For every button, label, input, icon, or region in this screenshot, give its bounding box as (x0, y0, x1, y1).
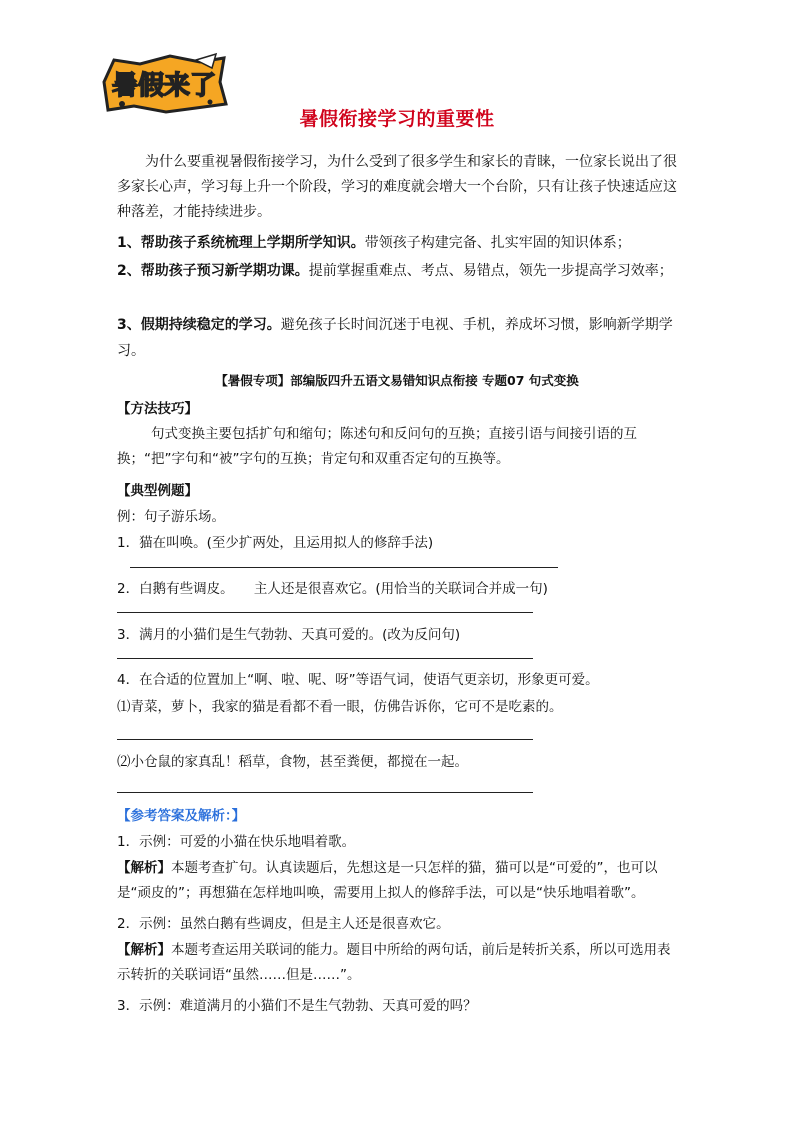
point-body: 带领孩子构建完备、扎实牢固的知识体系； (364, 235, 631, 251)
topic-tag: 【暑假专项】 (215, 373, 291, 388)
point-item (117, 230, 677, 256)
logo-text: 暑假来了 (111, 71, 217, 101)
analysis-2 (117, 938, 677, 988)
point-head: 3、假期持续稳定的学习。 (117, 317, 281, 333)
answer-blank[interactable] (117, 739, 533, 740)
point-item (117, 312, 677, 364)
method-label: 【方法技巧】 (117, 401, 198, 417)
question-4: 4．在合适的位置加上“啊、啦、呢、呀”等语气词，使语气更亲切，形象更可爱。 (117, 672, 599, 688)
question-2: 2．白鹅有些调皮。 主人还是很喜欢它。(用恰当的关联词合并成一句) (117, 581, 548, 597)
topic-title (0, 371, 794, 389)
analysis-tag: 【解析】 (117, 860, 171, 876)
question-1: 1．猫在叫唤。(至少扩两处，且运用拟人的修辞手法) (117, 535, 434, 551)
answers-label: 【参考答案及解析：】 (117, 808, 246, 824)
example-intro: 例：句子游乐场。 (117, 509, 225, 525)
point-head: 2、帮助孩子预习新学期功课。 (117, 263, 309, 279)
point-body: 避免孩子长时间沉迷于电视、手机，养成坏习惯，影响新学期学习。 (117, 317, 673, 359)
answer-blank[interactable] (117, 612, 533, 613)
analysis-text: 本题考查扩句。认真读题后，先想这是一只怎样的猫，猫可以是“可爱的”，也可以是“顽皮的”；再想猫在怎样地叫唤，需要用上拟人的修辞手法，可以是“快乐地唱着歌”。 (117, 860, 658, 901)
answer-1: 1．示例：可爱的小猫在快乐地唱着歌。 (117, 834, 356, 850)
answer-2: 2．示例：虽然白鹅有些调皮，但是主人还是很喜欢它。 (117, 916, 450, 932)
analysis-text: 本题考查运用关联词的能力。题目中所给的两句话，前后是转折关系，所以可选用表示转折的关联词语“虽然……但是……”。 (117, 942, 671, 983)
answer-blank[interactable] (130, 567, 558, 568)
intro-paragraph: 为什么要重视暑假衔接学习，为什么受到了很多学生和家长的青睐，一位家长说出了很多家长心声，学习每上升一个阶段，学习的难度就会增大一个台阶，只有让孩子快速适应这种落差，才能持续进步。 (117, 154, 677, 220)
page-title: 暑假衔接学习的重要性 (299, 108, 495, 130)
analysis-tag: 【解析】 (117, 942, 171, 958)
method-text: 句式变换主要包括扩句和缩句；陈述句和反问句的互换；直接引语与间接引语的互换；“把”字句和“被”字句的互换；肯定句和双重否定句的互换等。 (117, 426, 637, 467)
point-body: 提前掌握重难点、考点、易错点，领先一步提高学习效率； (308, 263, 673, 279)
analysis-1 (117, 856, 677, 906)
answer-blank[interactable] (117, 792, 533, 793)
question-4b: ⑵小仓鼠的家真乱！稻草，食物，甚至粪便，都搅在一起。 (117, 754, 468, 770)
question-3: 3．满月的小猫们是生气勃勃、天真可爱的。(改为反问句) (117, 627, 461, 643)
question-4a: ⑴青菜，萝卜，我家的猫是看都不看一眼，仿佛告诉你，它可不是吃素的。 (117, 699, 563, 715)
answer-blank[interactable] (117, 658, 533, 659)
answer-3: 3．示例：难道满月的小猫们不是生气勃勃、天真可爱的吗？ (117, 998, 477, 1014)
examples-label: 【典型例题】 (117, 483, 198, 499)
point-head: 1、帮助孩子系统梳理上学期所学知识。 (117, 235, 365, 251)
topic-text: 部编版四升五语文易错知识点衔接 专题07 句式变换 (290, 373, 579, 388)
point-item (117, 258, 677, 284)
